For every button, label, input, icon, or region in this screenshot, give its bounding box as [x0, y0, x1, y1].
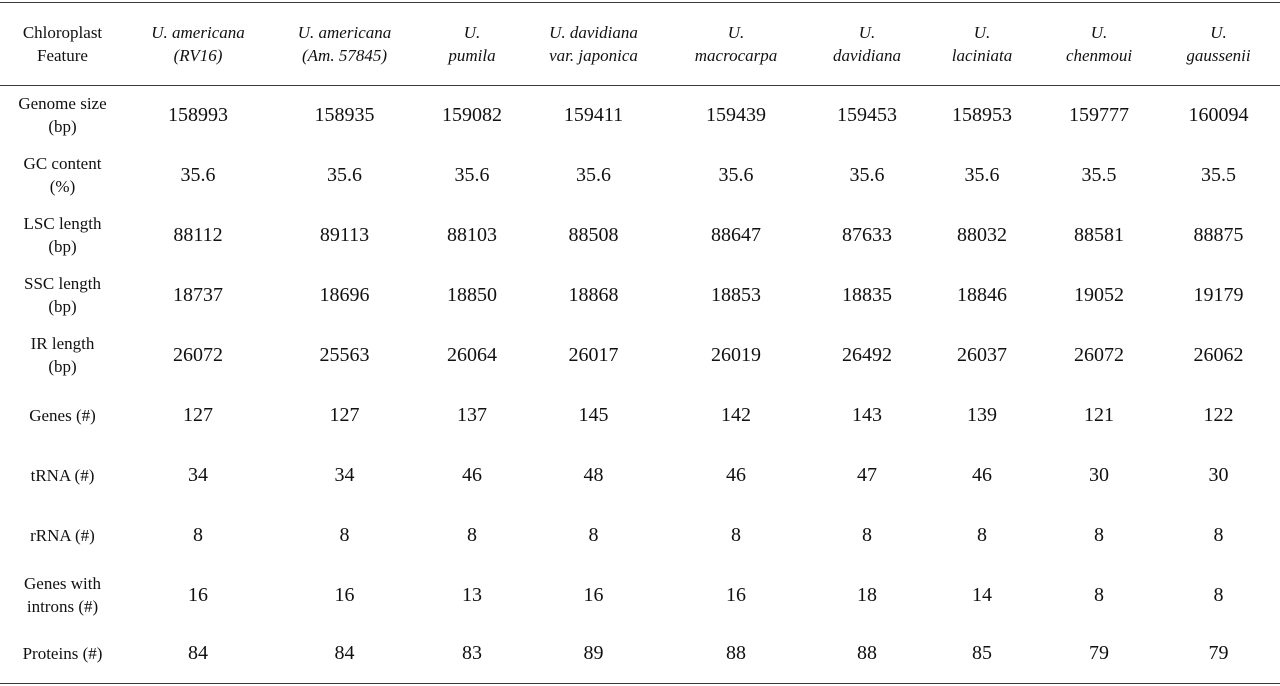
- table-header-row: [0, 3, 1280, 85]
- header-species-gaussenii: [1157, 3, 1280, 85]
- row-feature-line: tRNA (#): [30, 465, 95, 485]
- table-cell: 13: [462, 583, 482, 606]
- table-cell: 87633: [842, 223, 892, 246]
- header-species-pumila: [418, 3, 526, 85]
- table-cell: 34: [334, 463, 355, 486]
- table-cell: 26037: [957, 343, 1007, 366]
- table-row: [0, 565, 1280, 625]
- header-species-line-1: U.: [463, 23, 481, 42]
- header-species-davidiana: [811, 3, 923, 85]
- table-cell: 8: [467, 523, 477, 546]
- row-feature-line: Genes (#): [29, 405, 96, 425]
- table-cell: 35.6: [576, 163, 611, 186]
- table-row: [0, 385, 1280, 445]
- header-feature-line-1: Chloroplast: [22, 23, 103, 42]
- table-cell: 89: [583, 642, 604, 664]
- table-cell: 8: [588, 523, 599, 546]
- row-feature-label: [0, 625, 125, 682]
- table-cell: 35.6: [327, 163, 362, 186]
- table-cell: 18: [857, 583, 877, 606]
- header-feature: [0, 3, 125, 85]
- row-feature-line: (bp): [48, 237, 77, 256]
- header-species-chenmoui: [1041, 3, 1157, 85]
- table-cell: 88508: [568, 223, 619, 246]
- table-cell: 79: [1208, 642, 1229, 664]
- header-species-line-1: U.: [1210, 23, 1227, 42]
- table-cell: 30: [1208, 463, 1229, 486]
- table-cell: 46: [462, 463, 482, 486]
- table-cell: 16: [583, 583, 604, 606]
- table-cell: 30: [1089, 463, 1109, 486]
- table-cell: 88112: [173, 223, 223, 246]
- table-row: [0, 445, 1280, 505]
- table-row: [0, 625, 1280, 682]
- table-row: [0, 325, 1280, 385]
- table-cell: 88032: [957, 223, 1007, 246]
- header-species-line-2: (RV16): [173, 46, 223, 65]
- header-species-americana-am57845: [271, 3, 418, 85]
- header-species-line-1: U.: [1090, 23, 1108, 42]
- row-feature-label: [0, 85, 125, 145]
- table-cell: 79: [1089, 642, 1109, 664]
- table-cell: 18868: [568, 283, 619, 306]
- table-cell: 14: [972, 583, 992, 606]
- table-cell: 8: [1213, 583, 1224, 606]
- table-cell: 26072: [173, 343, 223, 366]
- header-species-line-1: U. americana: [151, 23, 245, 42]
- header-species-line-2: laciniata: [951, 46, 1013, 65]
- table-cell: 8: [862, 523, 872, 546]
- table-cell: 19052: [1074, 283, 1124, 306]
- row-feature-line: (bp): [48, 117, 77, 136]
- row-feature-label: [0, 325, 125, 385]
- table-cell: 88: [726, 642, 746, 664]
- row-feature-line: Proteins (#): [22, 644, 103, 663]
- row-feature-label: [0, 265, 125, 325]
- table-cell: 35.6: [849, 163, 885, 186]
- table-cell: 83: [462, 642, 482, 664]
- header-species-americana-rv16: [125, 3, 271, 85]
- table-cell: 8: [731, 523, 741, 546]
- header-feature-line-2: Feature: [37, 46, 88, 65]
- table-bottom-rule: [0, 683, 1280, 684]
- table-cell: 16: [334, 583, 355, 606]
- row-feature-line: introns (#): [26, 597, 99, 616]
- table-row: [0, 85, 1280, 145]
- row-feature-label: [0, 205, 125, 265]
- table-cell: 48: [583, 463, 604, 486]
- table-cell: 158993: [168, 103, 228, 126]
- header-species-line-2: pumila: [448, 46, 496, 65]
- table-cell: 26062: [1193, 343, 1244, 366]
- table-row: [0, 145, 1280, 205]
- table-row: [0, 265, 1280, 325]
- table-cell: 26072: [1074, 343, 1124, 366]
- table-cell: 159411: [563, 103, 624, 126]
- header-species-laciniata: [923, 3, 1041, 85]
- table-cell: 26017: [568, 343, 619, 366]
- table-cell: 16: [188, 583, 208, 606]
- table-cell: 46: [972, 463, 992, 486]
- table-cell: 85: [972, 642, 992, 664]
- header-species-line-1: U.: [858, 23, 876, 42]
- row-feature-line: (bp): [48, 297, 77, 316]
- table-cell: 47: [857, 463, 877, 486]
- table-cell: 127: [183, 403, 213, 426]
- table-cell: 19179: [1193, 283, 1244, 306]
- table-cell: 18696: [319, 283, 370, 306]
- table-cell: 35.6: [180, 163, 216, 186]
- table-cell: 25563: [319, 343, 370, 366]
- table-cell: 88647: [711, 223, 761, 246]
- table-cell: 35.6: [454, 163, 490, 186]
- table-row: [0, 205, 1280, 265]
- row-feature-line: GC content: [23, 154, 102, 173]
- table-cell: 35.5: [1081, 163, 1117, 186]
- row-feature-label: [0, 145, 125, 205]
- table-cell: 16: [726, 583, 746, 606]
- header-species-macrocarpa: [661, 3, 811, 85]
- table-cell: 8: [1094, 523, 1104, 546]
- row-feature-label: [0, 505, 125, 565]
- table-cell: 18737: [173, 283, 223, 306]
- row-feature-line: rRNA (#): [30, 525, 95, 545]
- table-cell: 26492: [842, 343, 892, 366]
- table-cell: 8: [1213, 523, 1224, 546]
- table-cell: 159777: [1069, 103, 1129, 126]
- header-species-line-2: var. japonica: [549, 46, 638, 65]
- header-species-davidiana-japonica: [526, 3, 661, 85]
- table-cell: 35.5: [1201, 163, 1236, 186]
- table-cell: 8: [339, 523, 350, 546]
- header-species-line-2: davidiana: [833, 46, 901, 65]
- row-feature-label: [0, 385, 125, 445]
- table-cell: 35.6: [718, 163, 754, 186]
- row-feature-line: IR length: [30, 334, 95, 353]
- table-cell: 127: [329, 403, 360, 426]
- table-cell: 46: [726, 463, 746, 486]
- table-cell: 159439: [706, 103, 766, 126]
- table-cell: 158953: [952, 103, 1012, 126]
- table-cell: 26064: [447, 343, 497, 366]
- row-feature-line: (%): [49, 177, 76, 196]
- table-cell: 159453: [837, 103, 897, 126]
- table-cell: 142: [721, 403, 751, 426]
- table-cell: 18853: [711, 283, 761, 306]
- table-cell: 18850: [447, 283, 497, 306]
- row-feature-line: LSC length: [23, 214, 102, 233]
- table-cell: 8: [977, 523, 987, 546]
- table-cell: 159082: [442, 103, 502, 126]
- table-cell: 122: [1203, 403, 1234, 426]
- header-species-line-1: U.: [727, 23, 745, 42]
- table-body: [0, 85, 1280, 682]
- table-cell: 8: [193, 523, 203, 546]
- header-species-line-2: chenmoui: [1065, 46, 1133, 65]
- table-cell: 145: [578, 403, 609, 426]
- header-species-line-1: U. davidiana: [549, 23, 638, 42]
- table-cell: 88103: [447, 223, 497, 246]
- table-cell: 8: [1094, 583, 1104, 606]
- header-species-line-1: U.: [973, 23, 991, 42]
- table-cell: 139: [967, 403, 997, 426]
- row-feature-line: SSC length: [24, 274, 101, 293]
- header-species-line-1: U. americana: [297, 23, 392, 42]
- chloroplast-feature-table: [0, 3, 1280, 682]
- table-cell: 160094: [1188, 103, 1249, 126]
- header-species-line-2: gaussenii: [1186, 46, 1251, 65]
- table-cell: 121: [1084, 403, 1114, 426]
- row-feature-line: (bp): [48, 357, 77, 376]
- row-feature-line: Genes with: [24, 574, 101, 593]
- table-cell: 89113: [319, 223, 370, 246]
- table-cell: 18835: [842, 283, 892, 306]
- row-feature-label: [0, 565, 125, 625]
- table-row: [0, 505, 1280, 565]
- table-cell: 84: [334, 642, 355, 664]
- table-cell: 34: [188, 463, 208, 486]
- row-feature-line: Genome size: [18, 94, 107, 113]
- table-cell: 143: [852, 403, 882, 426]
- table-cell: 84: [188, 642, 208, 664]
- table-cell: 88875: [1193, 223, 1244, 246]
- table-cell: 26019: [711, 343, 761, 366]
- table-cell: 35.6: [964, 163, 1000, 186]
- table-cell: 18846: [957, 283, 1007, 306]
- row-feature-label: [0, 445, 125, 505]
- table-cell: 158935: [314, 103, 375, 126]
- header-species-line-2: (Am. 57845): [302, 46, 387, 65]
- table-cell: 88: [857, 642, 877, 664]
- table-cell: 88581: [1074, 223, 1124, 246]
- header-species-line-2: macrocarpa: [694, 46, 778, 65]
- table-cell: 137: [457, 403, 487, 426]
